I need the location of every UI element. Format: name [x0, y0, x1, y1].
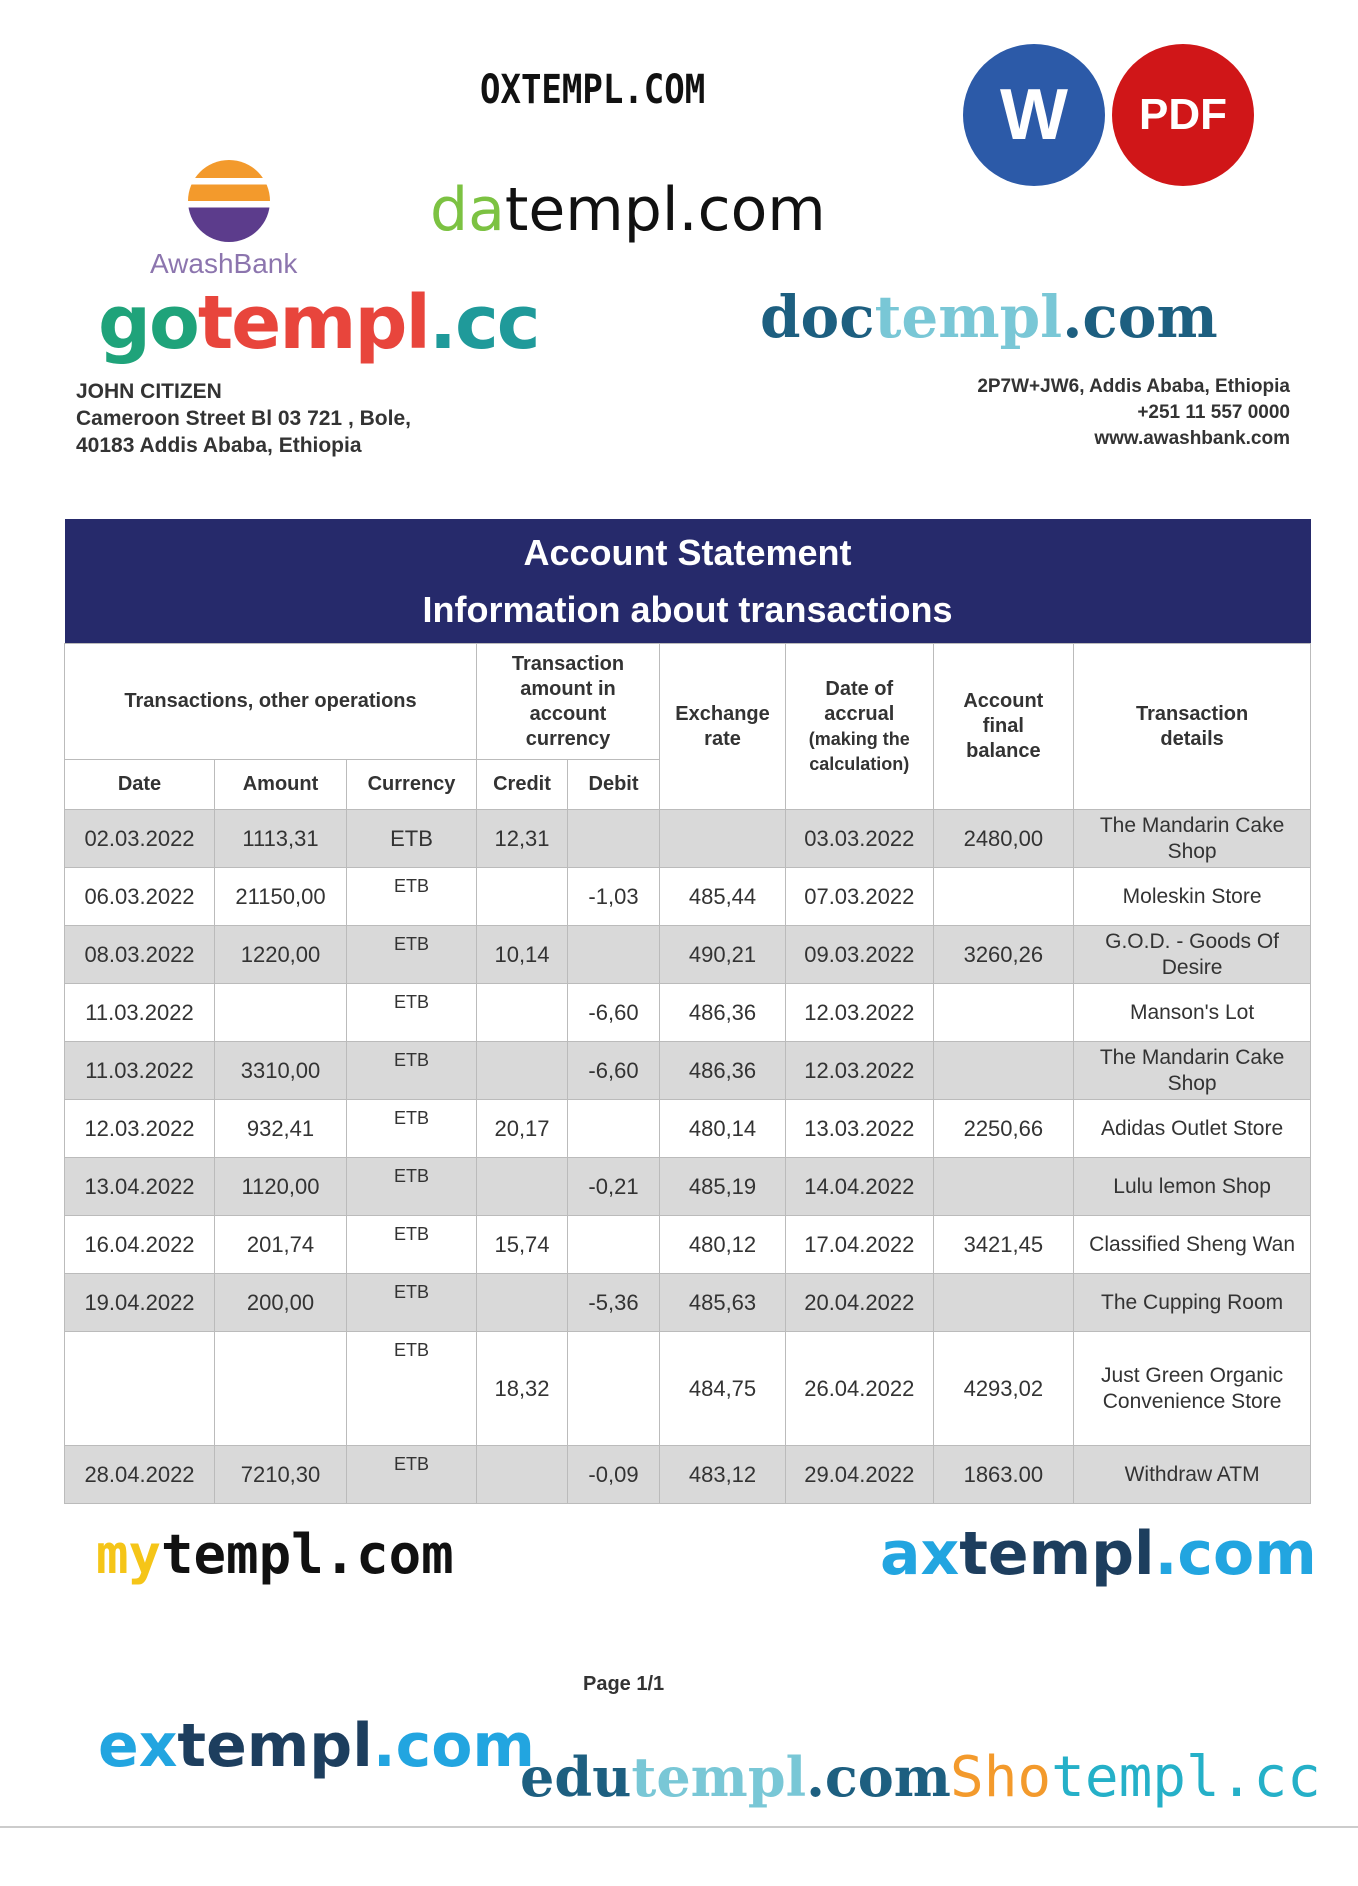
watermark-doctempl: doctempl.com — [760, 283, 1218, 351]
cell-amount: 932,41 — [215, 1100, 347, 1158]
customer-line1: Cameroon Street Bl 03 721 , Bole, — [76, 407, 411, 430]
cell-accrual: 09.03.2022 — [786, 926, 934, 984]
cell-details: The Mandarin Cake Shop — [1074, 810, 1311, 868]
cell-debit — [568, 1332, 660, 1446]
cell-credit: 15,74 — [477, 1216, 568, 1274]
bank-phone: +251 11 557 0000 — [1137, 402, 1290, 423]
watermark-mytempl: mytempl.com — [96, 1523, 454, 1586]
cell-rate: 483,12 — [660, 1446, 786, 1504]
cell-rate: 490,21 — [660, 926, 786, 984]
cell-details: G.O.D. - Goods Of Desire — [1074, 926, 1311, 984]
cell-rate: 484,75 — [660, 1332, 786, 1446]
cell-credit — [477, 1042, 568, 1100]
cell-amount: 3310,00 — [215, 1042, 347, 1100]
bank-address — [977, 374, 1290, 452]
cell-currency: ETB — [347, 1042, 477, 1100]
cell-currency: ETB — [347, 1216, 477, 1274]
statement-subtitle: Information about transactions — [65, 581, 1311, 644]
cell-currency: ETB — [347, 984, 477, 1042]
cell-debit — [568, 1216, 660, 1274]
cell-amount: 1120,00 — [215, 1158, 347, 1216]
cell-rate: 486,36 — [660, 1042, 786, 1100]
cell-accrual: 14.04.2022 — [786, 1158, 934, 1216]
cell-date: 19.04.2022 — [65, 1274, 215, 1332]
cell-rate: 485,44 — [660, 868, 786, 926]
cell-balance — [933, 984, 1074, 1042]
cell-details: Classified Sheng Wan — [1074, 1216, 1311, 1274]
cell-currency: ETB — [347, 1274, 477, 1332]
cell-currency: ETB — [347, 926, 477, 984]
cell-balance: 2480,00 — [933, 810, 1074, 868]
cell-amount — [215, 1332, 347, 1446]
header-accrual-label: Date of accrual — [824, 677, 895, 725]
cell-amount: 7210,30 — [215, 1446, 347, 1504]
cell-currency: ETB — [347, 1158, 477, 1216]
cell-credit: 18,32 — [477, 1332, 568, 1446]
cell-rate: 485,19 — [660, 1158, 786, 1216]
header-date: Date — [65, 760, 215, 810]
cell-credit: 10,14 — [477, 926, 568, 984]
table-row — [65, 810, 1311, 868]
cell-debit: -0,09 — [568, 1446, 660, 1504]
cell-accrual: 17.04.2022 — [786, 1216, 934, 1274]
cell-details: The Mandarin Cake Shop — [1074, 1042, 1311, 1100]
cell-accrual: 12.03.2022 — [786, 984, 934, 1042]
page-number: Page 1/1 — [583, 1673, 665, 1695]
cell-rate: 485,63 — [660, 1274, 786, 1332]
table-row — [65, 1274, 1311, 1332]
table-row — [65, 1216, 1311, 1274]
cell-details: Manson's Lot — [1074, 984, 1311, 1042]
cell-accrual: 20.04.2022 — [786, 1274, 934, 1332]
table-row — [65, 1042, 1311, 1100]
cell-balance: 3260,26 — [933, 926, 1074, 984]
cell-date: 11.03.2022 — [65, 1042, 215, 1100]
cell-details: Lulu lemon Shop — [1074, 1158, 1311, 1216]
bank-logo-icon — [188, 160, 270, 242]
cell-credit — [477, 1158, 568, 1216]
cell-accrual: 13.03.2022 — [786, 1100, 934, 1158]
cell-date: 12.03.2022 — [65, 1100, 215, 1158]
cell-accrual: 07.03.2022 — [786, 868, 934, 926]
cell-date: 11.03.2022 — [65, 984, 215, 1042]
bank-name: AwashBank — [150, 248, 298, 279]
cell-details: Just Green Organic Convenience Store — [1074, 1332, 1311, 1446]
header-details: Transaction details — [1074, 644, 1311, 810]
word-badge[interactable]: W — [963, 44, 1105, 186]
transactions-table — [64, 519, 1311, 1504]
watermark-gotempl: gotempl.cc — [98, 280, 539, 366]
table-row — [65, 868, 1311, 926]
cell-debit: -1,03 — [568, 868, 660, 926]
cell-details: Moleskin Store — [1074, 868, 1311, 926]
statement-title: Account Statement — [65, 519, 1311, 581]
cell-balance — [933, 1042, 1074, 1100]
cell-date: 16.04.2022 — [65, 1216, 215, 1274]
cell-details: Adidas Outlet Store — [1074, 1100, 1311, 1158]
cell-debit: -6,60 — [568, 1042, 660, 1100]
cell-date: 08.03.2022 — [65, 926, 215, 984]
cell-currency: ETB — [347, 1100, 477, 1158]
cell-date: 06.03.2022 — [65, 868, 215, 926]
header-amount: Amount — [215, 760, 347, 810]
cell-currency: ETB — [347, 1446, 477, 1504]
cell-date: 02.03.2022 — [65, 810, 215, 868]
cell-currency: ETB — [347, 868, 477, 926]
table-row — [65, 984, 1311, 1042]
watermark-datempl: datempl.com — [430, 175, 826, 245]
cell-balance — [933, 1274, 1074, 1332]
cell-currency: ETB — [347, 1332, 477, 1446]
cell-amount: 1113,31 — [215, 810, 347, 868]
watermark-edutempl: edutempl.com — [520, 1745, 951, 1809]
cell-balance — [933, 1158, 1074, 1216]
header-transactions: Transactions, other operations — [65, 644, 477, 760]
cell-accrual: 26.04.2022 — [786, 1332, 934, 1446]
cell-debit: -5,36 — [568, 1274, 660, 1332]
table-row — [65, 1100, 1311, 1158]
cell-debit — [568, 810, 660, 868]
cell-date — [65, 1332, 215, 1446]
cell-currency: ETB — [347, 810, 477, 868]
watermark-shotempl: Shotempl.cc — [950, 1745, 1321, 1810]
table-row — [65, 1332, 1311, 1446]
cell-debit: -6,60 — [568, 984, 660, 1042]
bank-website: www.awashbank.com — [1094, 428, 1290, 449]
cell-details: Withdraw ATM — [1074, 1446, 1311, 1504]
cell-debit: -0,21 — [568, 1158, 660, 1216]
cell-rate: 480,14 — [660, 1100, 786, 1158]
cell-accrual: 29.04.2022 — [786, 1446, 934, 1504]
cell-amount: 200,00 — [215, 1274, 347, 1332]
cell-rate: 480,12 — [660, 1216, 786, 1274]
cell-amount — [215, 984, 347, 1042]
header-accrual-note: (making the calculation) — [808, 728, 910, 774]
header-currency: Currency — [347, 760, 477, 810]
watermark-axtempl: axtempl.com — [880, 1519, 1317, 1589]
customer-line2: 40183 Addis Ababa, Ethiopia — [76, 434, 362, 457]
cell-balance: 3421,45 — [933, 1216, 1074, 1274]
cell-credit — [477, 1446, 568, 1504]
cell-balance: 2250,66 — [933, 1100, 1074, 1158]
cell-debit — [568, 926, 660, 984]
cell-credit — [477, 868, 568, 926]
pdf-badge[interactable]: PDF — [1112, 44, 1254, 186]
bank-street: 2P7W+JW6, Addis Ababa, Ethiopia — [977, 376, 1290, 397]
header-amount-group: Transaction amount in account currency — [477, 644, 660, 760]
cell-balance — [933, 868, 1074, 926]
cell-amount: 201,74 — [215, 1216, 347, 1274]
cell-balance: 4293,02 — [933, 1332, 1074, 1446]
header-credit: Credit — [477, 760, 568, 810]
table-row — [65, 1158, 1311, 1216]
cell-amount: 1220,00 — [215, 926, 347, 984]
cell-balance: 1863.00 — [933, 1446, 1074, 1504]
watermark-extempl: extempl.com — [98, 1711, 535, 1781]
table-row — [65, 926, 1311, 984]
cell-rate — [660, 810, 786, 868]
header-debit: Debit — [568, 760, 660, 810]
cell-rate: 486,36 — [660, 984, 786, 1042]
watermark-oxtempl: OXTEMPL.COM — [480, 67, 706, 113]
cell-date: 28.04.2022 — [65, 1446, 215, 1504]
cell-accrual: 03.03.2022 — [786, 810, 934, 868]
customer-name: JOHN CITIZEN — [76, 380, 222, 403]
header-balance: Account final balance — [933, 644, 1074, 810]
cell-date: 13.04.2022 — [65, 1158, 215, 1216]
cell-credit — [477, 1274, 568, 1332]
customer-address — [76, 378, 411, 459]
cell-credit — [477, 984, 568, 1042]
cell-credit: 20,17 — [477, 1100, 568, 1158]
cell-debit — [568, 1100, 660, 1158]
cell-amount: 21150,00 — [215, 868, 347, 926]
header-exchange-rate: Exchange rate — [660, 644, 786, 810]
cell-credit: 12,31 — [477, 810, 568, 868]
cell-accrual: 12.03.2022 — [786, 1042, 934, 1100]
page-divider — [0, 1826, 1358, 1828]
header-accrual — [786, 644, 934, 810]
table-row — [65, 1446, 1311, 1504]
cell-details: The Cupping Room — [1074, 1274, 1311, 1332]
